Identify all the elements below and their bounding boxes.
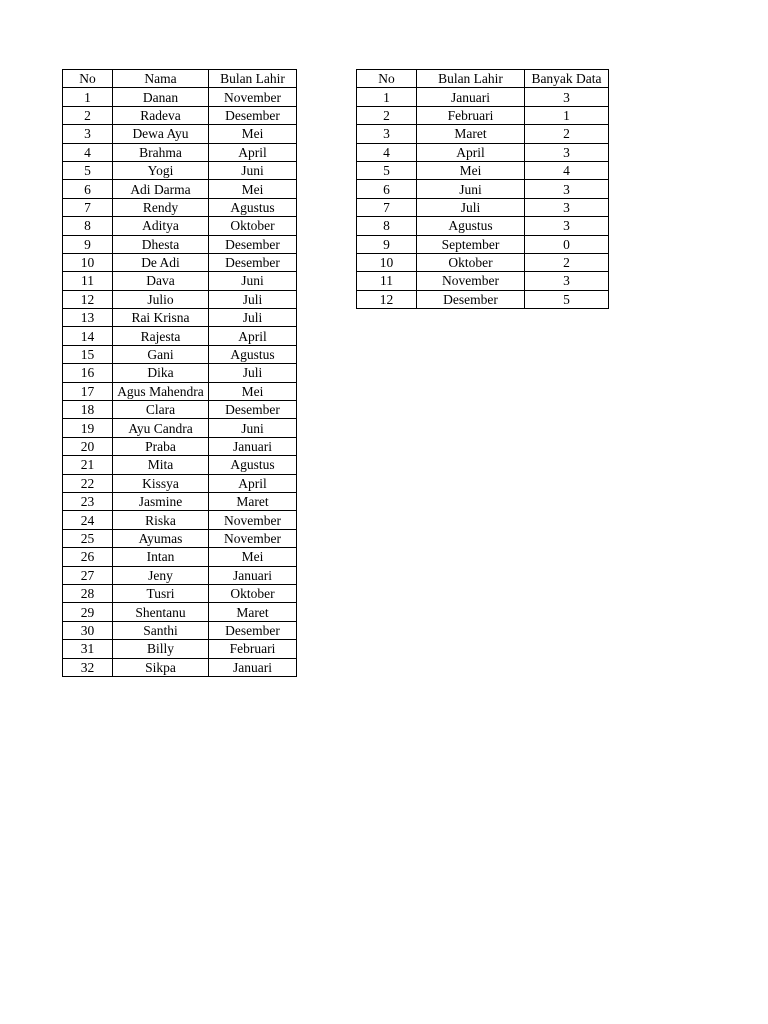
cell-bulan-lahir: Desember (209, 621, 297, 639)
cell-bulan-lahir: April (209, 474, 297, 492)
cell-no: 12 (63, 290, 113, 308)
cell-nama: Sikpa (113, 658, 209, 676)
header-nama: Nama (113, 70, 209, 88)
cell-nama: Gani (113, 345, 209, 363)
cell-no: 3 (63, 125, 113, 143)
table-row (357, 253, 609, 271)
table-row (63, 272, 297, 290)
table-row (63, 621, 297, 639)
table-row (357, 106, 609, 124)
table-row (63, 603, 297, 621)
cell-no: 26 (63, 548, 113, 566)
cell-nama: Dika (113, 364, 209, 382)
table-row (63, 125, 297, 143)
cell-bulan-lahir: Januari (417, 88, 525, 106)
cell-bulan-lahir: Oktober (417, 253, 525, 271)
cell-bulan-lahir: April (209, 143, 297, 161)
table-row (63, 309, 297, 327)
cell-no: 2 (63, 106, 113, 124)
cell-banyak-data: 5 (525, 290, 609, 308)
cell-no: 11 (63, 272, 113, 290)
cell-no: 17 (63, 382, 113, 400)
table-row (63, 217, 297, 235)
cell-nama: Praba (113, 437, 209, 455)
cell-bulan-lahir: Mei (209, 180, 297, 198)
cell-nama: Intan (113, 548, 209, 566)
cell-bulan-lahir: Januari (209, 658, 297, 676)
table-row (63, 382, 297, 400)
cell-nama: De Adi (113, 253, 209, 271)
cell-banyak-data: 1 (525, 106, 609, 124)
table-row (63, 88, 297, 106)
table-row (357, 143, 609, 161)
table-row (63, 143, 297, 161)
cell-no: 13 (63, 309, 113, 327)
cell-nama: Rajesta (113, 327, 209, 345)
table-row (63, 474, 297, 492)
cell-no: 3 (357, 125, 417, 143)
table-row (357, 235, 609, 253)
table-row (357, 198, 609, 216)
table-row (63, 566, 297, 584)
cell-nama: Aditya (113, 217, 209, 235)
cell-no: 4 (357, 143, 417, 161)
cell-nama: Rendy (113, 198, 209, 216)
month-summary-table (356, 69, 609, 309)
table-row (63, 548, 297, 566)
names-table (62, 69, 297, 677)
table-row (63, 253, 297, 271)
cell-no: 31 (63, 640, 113, 658)
table-row (63, 106, 297, 124)
cell-bulan-lahir: November (209, 511, 297, 529)
cell-nama: Riska (113, 511, 209, 529)
table-row (63, 235, 297, 253)
cell-no: 16 (63, 364, 113, 382)
cell-bulan-lahir: Agustus (209, 345, 297, 363)
cell-no: 1 (357, 88, 417, 106)
table-row (63, 345, 297, 363)
cell-bulan-lahir: April (417, 143, 525, 161)
table-row (357, 88, 609, 106)
cell-banyak-data: 2 (525, 253, 609, 271)
table-row (63, 658, 297, 676)
cell-banyak-data: 3 (525, 88, 609, 106)
cell-bulan-lahir: September (417, 235, 525, 253)
table-row (357, 290, 609, 308)
table-row (63, 401, 297, 419)
cell-bulan-lahir: April (209, 327, 297, 345)
table-row (357, 125, 609, 143)
header-bulan-lahir: Bulan Lahir (417, 70, 525, 88)
cell-bulan-lahir: Mei (209, 382, 297, 400)
cell-nama: Dewa Ayu (113, 125, 209, 143)
cell-nama: Kissya (113, 474, 209, 492)
table-row (357, 272, 609, 290)
cell-bulan-lahir: Desember (209, 235, 297, 253)
cell-banyak-data: 3 (525, 143, 609, 161)
cell-no: 7 (357, 198, 417, 216)
cell-no: 21 (63, 456, 113, 474)
cell-nama: Yogi (113, 161, 209, 179)
cell-no: 1 (63, 88, 113, 106)
cell-bulan-lahir: Juni (209, 161, 297, 179)
cell-bulan-lahir: November (417, 272, 525, 290)
cell-no: 6 (357, 180, 417, 198)
cell-bulan-lahir: Agustus (417, 217, 525, 235)
cell-no: 10 (357, 253, 417, 271)
cell-nama: Adi Darma (113, 180, 209, 198)
cell-nama: Ayumas (113, 529, 209, 547)
cell-no: 4 (63, 143, 113, 161)
cell-nama: Santhi (113, 621, 209, 639)
table-row (63, 437, 297, 455)
table-row (63, 198, 297, 216)
cell-no: 9 (63, 235, 113, 253)
cell-no: 20 (63, 437, 113, 455)
cell-nama: Rai Krisna (113, 309, 209, 327)
cell-nama: Radeva (113, 106, 209, 124)
table-row (63, 456, 297, 474)
table-row (63, 492, 297, 510)
cell-bulan-lahir: Februari (417, 106, 525, 124)
cell-nama: Ayu Candra (113, 419, 209, 437)
cell-bulan-lahir: Juni (209, 272, 297, 290)
cell-bulan-lahir: Agustus (209, 198, 297, 216)
cell-nama: Danan (113, 88, 209, 106)
table-row (63, 511, 297, 529)
cell-no: 9 (357, 235, 417, 253)
cell-nama: Tusri (113, 584, 209, 602)
cell-bulan-lahir: Desember (209, 106, 297, 124)
cell-no: 2 (357, 106, 417, 124)
cell-no: 29 (63, 603, 113, 621)
summary-table-header-row (357, 70, 609, 88)
cell-nama: Jasmine (113, 492, 209, 510)
cell-no: 12 (357, 290, 417, 308)
table-row (63, 364, 297, 382)
table-row (357, 217, 609, 235)
cell-no: 25 (63, 529, 113, 547)
cell-bulan-lahir: Juni (417, 180, 525, 198)
cell-nama: Agus Mahendra (113, 382, 209, 400)
cell-no: 11 (357, 272, 417, 290)
cell-bulan-lahir: Mei (417, 161, 525, 179)
cell-banyak-data: 2 (525, 125, 609, 143)
table-row (357, 161, 609, 179)
cell-bulan-lahir: November (209, 529, 297, 547)
cell-banyak-data: 3 (525, 198, 609, 216)
header-bulan-lahir: Bulan Lahir (209, 70, 297, 88)
cell-bulan-lahir: Oktober (209, 217, 297, 235)
table-row (63, 161, 297, 179)
cell-no: 5 (357, 161, 417, 179)
table-row (63, 180, 297, 198)
cell-bulan-lahir: Maret (209, 603, 297, 621)
cell-no: 28 (63, 584, 113, 602)
cell-no: 23 (63, 492, 113, 510)
cell-nama: Jeny (113, 566, 209, 584)
cell-no: 24 (63, 511, 113, 529)
cell-bulan-lahir: Desember (209, 401, 297, 419)
cell-bulan-lahir: Januari (209, 437, 297, 455)
cell-no: 32 (63, 658, 113, 676)
cell-nama: Dava (113, 272, 209, 290)
cell-bulan-lahir: Juli (209, 290, 297, 308)
cell-bulan-lahir: Maret (417, 125, 525, 143)
cell-no: 5 (63, 161, 113, 179)
cell-bulan-lahir: Desember (209, 253, 297, 271)
table-row (63, 584, 297, 602)
cell-nama: Mita (113, 456, 209, 474)
cell-banyak-data: 3 (525, 272, 609, 290)
cell-no: 19 (63, 419, 113, 437)
cell-bulan-lahir: Juli (417, 198, 525, 216)
header-no: No (357, 70, 417, 88)
cell-no: 22 (63, 474, 113, 492)
table-row (63, 290, 297, 308)
cell-no: 18 (63, 401, 113, 419)
table-row (63, 327, 297, 345)
cell-no: 8 (357, 217, 417, 235)
cell-bulan-lahir: Juni (209, 419, 297, 437)
table-row (63, 640, 297, 658)
header-no: No (63, 70, 113, 88)
cell-no: 30 (63, 621, 113, 639)
cell-banyak-data: 3 (525, 180, 609, 198)
cell-banyak-data: 4 (525, 161, 609, 179)
cell-no: 8 (63, 217, 113, 235)
header-banyak-data: Banyak Data (525, 70, 609, 88)
cell-bulan-lahir: November (209, 88, 297, 106)
names-table-header-row (63, 70, 297, 88)
cell-bulan-lahir: Oktober (209, 584, 297, 602)
cell-no: 10 (63, 253, 113, 271)
cell-nama: Billy (113, 640, 209, 658)
cell-no: 27 (63, 566, 113, 584)
cell-banyak-data: 3 (525, 217, 609, 235)
cell-bulan-lahir: Januari (209, 566, 297, 584)
cell-bulan-lahir: Mei (209, 125, 297, 143)
cell-bulan-lahir: Juli (209, 364, 297, 382)
cell-no: 7 (63, 198, 113, 216)
table-row (357, 180, 609, 198)
cell-banyak-data: 0 (525, 235, 609, 253)
cell-bulan-lahir: Juli (209, 309, 297, 327)
cell-nama: Julio (113, 290, 209, 308)
cell-bulan-lahir: Maret (209, 492, 297, 510)
cell-nama: Brahma (113, 143, 209, 161)
cell-nama: Clara (113, 401, 209, 419)
cell-nama: Dhesta (113, 235, 209, 253)
cell-bulan-lahir: Desember (417, 290, 525, 308)
cell-bulan-lahir: Agustus (209, 456, 297, 474)
cell-bulan-lahir: Februari (209, 640, 297, 658)
cell-no: 6 (63, 180, 113, 198)
cell-bulan-lahir: Mei (209, 548, 297, 566)
table-row (63, 419, 297, 437)
cell-no: 14 (63, 327, 113, 345)
table-row (63, 529, 297, 547)
cell-no: 15 (63, 345, 113, 363)
cell-nama: Shentanu (113, 603, 209, 621)
